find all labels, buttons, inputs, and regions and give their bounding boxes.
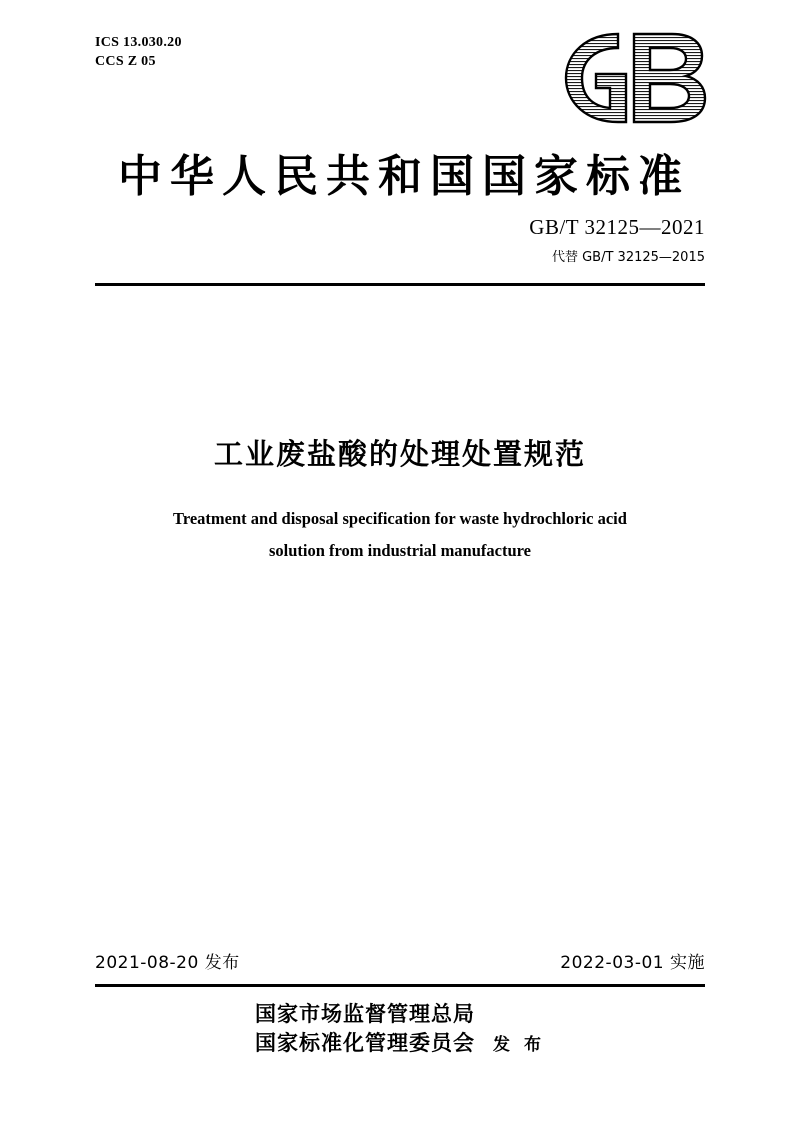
publisher-block [0,1000,800,1058]
publisher-action: 发 布 [493,1035,545,1055]
publisher-line-1: 国家市场监督管理总局 [255,1002,476,1026]
ics-block [95,33,182,71]
ics-code: ICS 13.030.20 [95,35,182,50]
implementation-date: 2022-03-01 实施 [560,953,705,973]
gb-emblem-icon [556,28,708,128]
divider-bottom [95,984,705,987]
document-title-english-line2: solution from industrial manufacture [268,541,532,560]
document-title-chinese: 工业废盐酸的处理处置规范 [213,437,586,471]
standard-number: GB/T 32125—2021 [529,215,705,239]
standard-number-block [529,215,705,265]
publisher-names [255,1000,475,1058]
date-row [95,948,705,973]
ccs-code: CCS Z 05 [95,54,156,69]
standard-replaces: 代替 GB/T 32125—2015 [551,250,705,265]
issue-date: 2021-08-20 发布 [95,953,240,973]
document-title-english-line1: Treatment and disposal specification for waste hydrochloric acid [173,509,627,528]
publisher-line-2: 国家标准化管理委员会 [255,1031,476,1055]
document-title-english [130,503,670,567]
divider-top [95,283,705,286]
national-standard-title: 中华人民共和国国家标准 [118,151,690,202]
